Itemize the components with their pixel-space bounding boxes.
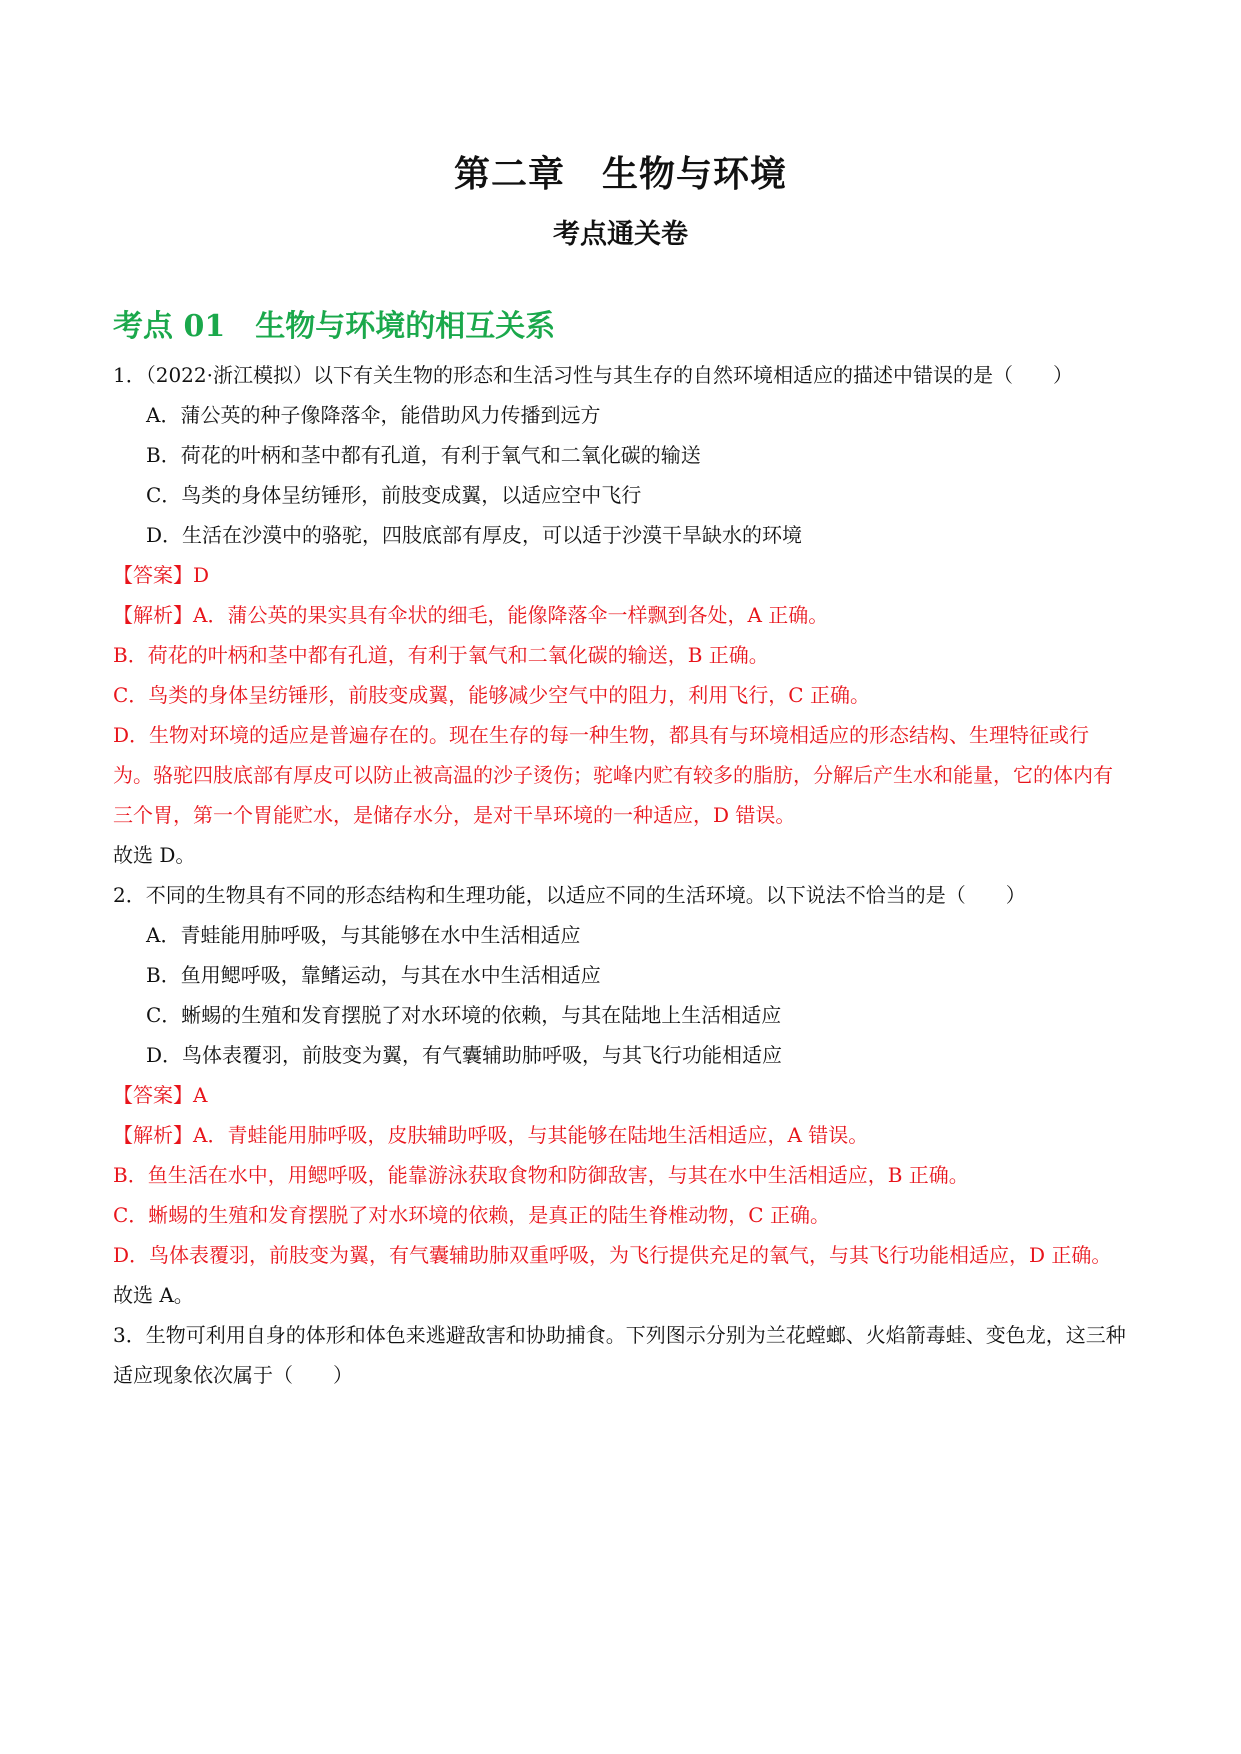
question-1-analysis-b: B．荷花的叶柄和茎中都有孔道，有利于氧气和二氧化碳的输送，B 正确。 — [113, 643, 769, 667]
question-2-analysis-d: D．鸟体表覆羽，前肢变为翼，有气囊辅助肺双重呼吸，为飞行提供充足的氧气，与其飞行功能相适应，D 正确。 — [113, 1243, 1112, 1267]
question-1-conclusion: 故选 D。 — [113, 843, 196, 867]
question-1-analysis-c: C．鸟类的身体呈纺锤形，前肢变成翼，能够减少空气中的阻力，利用飞行，C 正确。 — [113, 683, 870, 707]
question-1-stem: 1．（2022·浙江模拟）以下有关生物的形态和生活习性与其生存的自然环境相适应的描述中错误的是（ ） — [113, 363, 1073, 387]
question-2-analysis-b: B．鱼生活在水中，用鳃呼吸，能靠游泳获取食物和防御敌害，与其在水中生活相适应，B 正确。 — [113, 1163, 969, 1187]
question-3-stem: 3．生物可利用自身的体形和体色来逃避敌害和协助捕食。下列图示分别为兰花螳螂、火焰箭毒蛙、变色龙，这三种适应现象依次属于（ ） — [113, 1323, 1126, 1387]
question-2-stem: 2．不同的生物具有不同的形态结构和生理功能，以适应不同的生活环境。以下说法不恰当的是（ ） — [113, 883, 1026, 907]
question-1-option-a: A．蒲公英的种子像降落伞，能借助风力传播到远方 — [146, 403, 601, 427]
question-1-option-b: B．荷花的叶柄和茎中都有孔道，有利于氧气和二氧化碳的输送 — [146, 443, 701, 467]
question-2-analysis-c: C．蜥蜴的生殖和发育摆脱了对水环境的依赖，是真正的陆生脊椎动物，C 正确。 — [113, 1203, 830, 1227]
question-1-option-d: D．生活在沙漠中的骆驼，四肢底部有厚皮，可以适于沙漠干旱缺水的环境 — [146, 523, 803, 547]
section-heading: 考点 01 生物与环境的相互关系 — [113, 309, 556, 344]
question-2-answer: 【答案】A — [113, 1083, 208, 1107]
question-2-analysis-a: 【解析】A．青蛙能用肺呼吸，皮肤辅助呼吸，与其能够在陆地生活相适应，A 错误。 — [113, 1123, 869, 1147]
chapter-title: 第二章 生物与环境 — [453, 153, 787, 195]
exam-subtitle: 考点通关卷 — [553, 219, 688, 250]
question-2-option-d: D．鸟体表覆羽，前肢变为翼，有气囊辅助肺呼吸，与其飞行功能相适应 — [146, 1043, 783, 1067]
question-1-analysis-d: D．生物对环境的适应是普遍存在的。现在生存的每一种生物，都具有与环境相适应的形态结构、生理特征或行为。骆驼四肢底部有厚皮可以防止被高温的沙子烫伤；驼峰内贮有较多的脂肪，分解后产生水和能量，它的体内有三个胃，第一个胃能贮水，是储存水分，是对干旱环境的一种适应，D 错误。 — [113, 723, 1113, 827]
question-1-analysis-a: 【解析】A．蒲公英的果实具有伞状的细毛，能像降落伞一样飘到各处，A 正确。 — [113, 603, 829, 627]
question-1-option-c: C．鸟类的身体呈纺锤形，前肢变成翼，以适应空中飞行 — [146, 483, 642, 507]
question-2-option-b: B．鱼用鳃呼吸，靠鳍运动，与其在水中生活相适应 — [146, 963, 601, 987]
question-2-conclusion: 故选 A。 — [113, 1283, 194, 1307]
question-list — [113, 355, 1128, 1395]
question-2-option-a: A．青蛙能用肺呼吸，与其能够在水中生活相适应 — [146, 923, 581, 947]
question-1-answer: 【答案】D — [113, 563, 210, 587]
question-2-option-c: C．蜥蜴的生殖和发育摆脱了对水环境的依赖，与其在陆地上生活相适应 — [146, 1003, 782, 1027]
